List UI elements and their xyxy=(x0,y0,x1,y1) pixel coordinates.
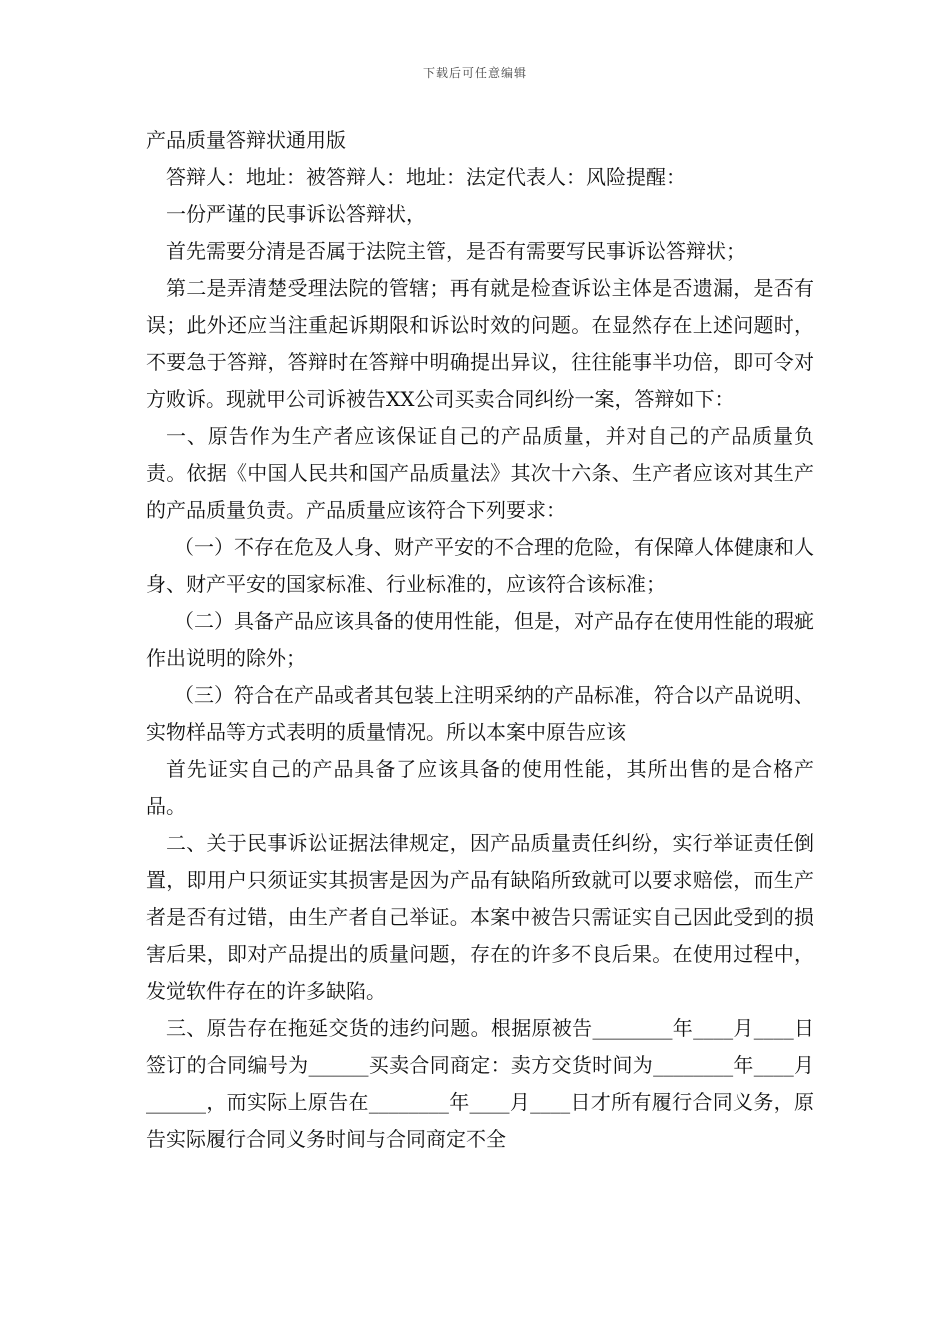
paragraph-first: 首先需要分清是否属于法院主管，是否有需要写民事诉讼答辩状； xyxy=(166,239,746,263)
page-header: 下载后可任意编辑 xyxy=(422,66,527,80)
paragraph-point-one: 一、原告作为生产者应该保证自己的产品质量，并对自己的产品质量负责。依据《中国人民共和国产品质量法》其次十六条、生产者应该对其生产的产品质量负责。产品质量应该符合下列要求： xyxy=(146,424,814,522)
paragraph-sub-two: （二）具备产品应该具备的使用性能，但是，对产品存在使用性能的瑕疵作出说明的除外； xyxy=(146,609,814,670)
paragraph-point-three: 三、原告存在拖延交货的违约问题。根据原被告________年____月____日签订的合同编号为______买卖合同商定：卖方交货时间为________年____月______，而实际上原告在________年____月____日才所有履行合同义务，原告实际履行合同义务时间与合同商定不全 xyxy=(146,1016,814,1151)
paragraph-intro: 一份严谨的民事诉讼答辩状， xyxy=(166,202,426,226)
paragraph-parties: 答辩人：地址：被答辩人：地址：法定代表人：风险提醒： xyxy=(166,165,686,189)
paragraph-second: 第二是弄清楚受理法院的管辖；再有就是检查诉讼主体是否遗漏，是否有误；此外还应当注重起诉期限和诉讼时效的问题。在显然存在上述问题时，不要急于答辩，答辩时在答辩中明确提出异议，往往能事半功倍，即可令对方败诉。现就甲公司诉被告XX公司买卖合同纠纷一案，答辩如下： xyxy=(146,276,814,411)
paragraph-proof: 首先证实自己的产品具备了应该具备的使用性能，其所出售的是合格产品。 xyxy=(146,757,814,818)
document-title: 产品质量答辩状通用版 xyxy=(146,128,346,152)
document-body xyxy=(146,122,814,1158)
paragraph-sub-one: （一）不存在危及人身、财产平安的不合理的危险，有保障人体健康和人身、财产平安的国家标准、行业标准的，应该符合该标准； xyxy=(146,535,814,596)
paragraph-point-two: 二、关于民事诉讼证据法律规定，因产品质量责任纠纷，实行举证责任倒置，即用户只须证实其损害是因为产品有缺陷所致就可以要求赔偿，而生产者是否有过错，由生产者自己举证。本案中被告只需证实自己因此受到的损害后果，即对产品提出的质量问题，存在的许多不良后果。在使用过程中，发觉软件存在的许多缺陷。 xyxy=(146,831,814,1003)
paragraph-sub-three: （三）符合在产品或者其包装上注明采纳的产品标准，符合以产品说明、实物样品等方式表明的质量情况。所以本案中原告应该 xyxy=(146,683,814,744)
